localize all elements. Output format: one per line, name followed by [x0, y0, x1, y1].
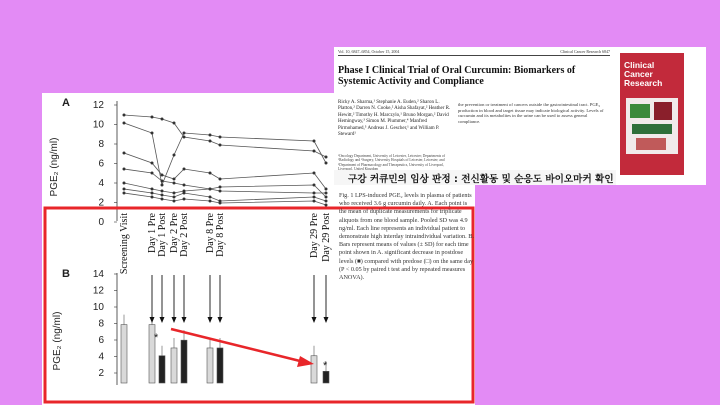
panel-a-patient-lines: [123, 114, 328, 207]
patient-point: [219, 190, 222, 193]
paper-header-right: Clinical Cancer Research 6847: [560, 49, 610, 54]
patient-point: [209, 188, 212, 191]
journal-cover-title: Clinical Cancer Research: [624, 60, 663, 88]
patient-point: [325, 196, 328, 199]
timepoint-label: Day 8 Post: [215, 213, 226, 257]
journal-cover: [620, 53, 684, 175]
patient-point: [161, 194, 164, 197]
timepoint-label: Day 1 Pre: [147, 213, 158, 253]
patient-line: [124, 123, 326, 185]
paper-header-rule: [338, 55, 610, 56]
patient-line: [124, 115, 326, 157]
patient-point: [183, 184, 186, 187]
patient-point: [151, 196, 154, 199]
panel-b-yticks: [93, 269, 117, 379]
timepoint-label: Day 1 Post: [157, 213, 168, 257]
timepoint-labels: [119, 212, 332, 323]
patient-point: [123, 188, 126, 191]
patient-point: [161, 198, 164, 201]
patient-point: [173, 200, 176, 203]
patient-point: [183, 168, 186, 171]
patient-point: [325, 156, 328, 159]
bar-day-2-post: [181, 340, 187, 383]
patient-point: [325, 192, 328, 195]
panel-b-ylabel: PGE₂ (ng/ml): [52, 311, 63, 371]
panel-a-ytick: 0: [98, 217, 104, 228]
paper-affiliation: ¹Oncology Department, University of Leicester, Leicester; Departments of ²Radiology and ³Surgery, University Hospitals of Leicester, Leicester; and ⁵Department of Pharmacology and Therapeutics, University of Liverpool,: [338, 154, 446, 167]
patient-point: [151, 132, 154, 135]
panel-a-ytick: 12: [92, 100, 104, 111]
bar-day-8-pre: [207, 348, 213, 383]
patient-point: [161, 190, 164, 193]
patient-line: [124, 183, 326, 193]
patient-point: [151, 192, 154, 195]
asterisk-day1: *: [154, 332, 159, 344]
panel-a-ylabel: PGE₂ (ng/ml): [49, 137, 60, 197]
asterisk-day29: *: [323, 360, 328, 372]
patient-point: [313, 184, 316, 187]
patient-point: [209, 196, 212, 199]
patient-point: [183, 192, 186, 195]
patient-point: [123, 122, 126, 125]
panel-b-ytick: 10: [92, 302, 104, 313]
timepoint-label: Day 29 Pre: [309, 213, 320, 258]
patient-point: [173, 196, 176, 199]
patient-point: [123, 168, 126, 171]
patient-point: [313, 200, 316, 203]
timepoint-label: Day 29 Post: [321, 213, 332, 262]
timepoint-label: Screening Visit: [119, 213, 130, 275]
timepoint-arrowhead: [324, 317, 329, 323]
patient-line: [124, 193, 326, 205]
paper-card: [334, 47, 706, 185]
patient-point: [161, 174, 164, 177]
patient-point: [313, 196, 316, 199]
panel-a-ytick: 2: [98, 197, 104, 209]
patient-point: [325, 188, 328, 191]
timepoint-label: Day 2 Pre: [169, 213, 180, 253]
bar-day-29-post: [323, 371, 329, 383]
patient-point: [313, 172, 316, 175]
timepoint-arrowhead: [218, 317, 223, 323]
panel-a-ytick: 8: [98, 139, 104, 150]
patient-point: [219, 186, 222, 189]
timepoint-label: Day 8 Pre: [205, 213, 216, 253]
panel-b-ytick: 14: [92, 269, 104, 280]
panel-a-ytick: 10: [92, 119, 104, 131]
patient-point: [173, 178, 176, 181]
patient-point: [313, 140, 316, 143]
patient-point: [151, 116, 154, 119]
patient-point: [173, 182, 176, 185]
patient-point: [183, 132, 186, 135]
korean-caption: 구강 커큐민의 임상 판정 : 전신활동 및 순응도 바이오마커 확인: [348, 174, 614, 185]
patient-point: [209, 140, 212, 143]
patient-point: [209, 200, 212, 203]
bar-day-29-pre: [311, 356, 317, 383]
bar-day-2-pre: [171, 348, 177, 383]
patient-point: [325, 200, 328, 203]
figure-legend: Fig. 1 LPS-induced PGE₂ levels in plasma of patients who received 3.6 g curcumin daily. A. Each point is the mean of duplicate measurements for triplicate aliquots from one blood sample. Pooled SD was 4.9 ng/ml. Each line represents an individual patient to demonstrate high interday intraindividual variation. B. Bars represent means of values (± SD) for each time point shown in A. significant decrease in postdose levels (■) compared with predose (□) on the same day (P < 0.05 by paired t test and by repeated measures ANOVA).: [339, 192, 474, 282]
timepoint-arrowhead: [208, 317, 213, 323]
patient-point: [313, 192, 316, 195]
paper-abstract-snippet: the prevention or treatment of cancers outside the gastrointestinal tract. PGE₂ production in blood and target tissue may indicate biological activity. Levels of curcumin and its metabolites in the urine can be used to assess general compliance.: [458, 102, 604, 124]
paper-header: [338, 49, 610, 54]
patient-point: [161, 184, 164, 187]
timepoint-arrowhead: [172, 317, 177, 323]
panel-a-label: A: [62, 97, 70, 109]
panel-b-label: B: [62, 268, 70, 280]
patient-point: [123, 182, 126, 185]
timepoint-label: Day 2 Post: [179, 213, 190, 257]
patient-line: [124, 153, 326, 189]
panel-a-ytick: 4: [98, 178, 104, 189]
panel-b-ytick: 2: [98, 368, 104, 379]
patient-point: [173, 192, 176, 195]
korean-caption-bar: [334, 170, 616, 185]
patient-point: [183, 198, 186, 201]
panel-b-bars: [121, 315, 329, 383]
timepoint-arrowhead: [312, 317, 317, 323]
timepoint-arrowhead: [150, 317, 155, 323]
timepoint-arrowhead: [160, 317, 165, 323]
panel-b-ytick: 8: [98, 318, 104, 330]
panel-b-ytick: 4: [98, 351, 104, 363]
patient-point: [219, 202, 222, 205]
patient-point: [173, 154, 176, 157]
patient-point: [123, 114, 126, 117]
patient-point: [325, 162, 328, 165]
panel-b-ytick: 12: [92, 285, 104, 297]
patient-point: [161, 180, 164, 183]
bar-day-8-post: [217, 348, 223, 383]
patient-point: [209, 134, 212, 137]
patient-point: [123, 152, 126, 155]
paper-authors: Ricky A. Sharma,¹ Stephanie A. Euden,² Sharon L. Platton,² Darren N. Cooke,² Aisha Shafayat,² Heather R. Hewitt,² Timothy H. Marczylo,¹ Bruno Morgan,² David Hemingway,³ Simon M. Plummer,⁴ Manfred Pirmohamed,⁵ Andreas J. Gescher,¹ and William P. Steward¹: [338, 100, 451, 138]
patient-point: [151, 188, 154, 191]
patient-point: [173, 122, 176, 125]
patient-point: [151, 162, 154, 165]
patient-point: [161, 118, 164, 121]
timepoint-arrowhead: [182, 317, 187, 323]
patient-point: [325, 204, 328, 207]
patient-point: [313, 150, 316, 153]
paper-header-left: Vol. 10, 6847–6854, October 15, 2004: [338, 49, 400, 54]
patient-point: [219, 144, 222, 147]
paper-title: Phase I Clinical Trial of Oral Curcumin: Biomarkers of Systemic Activity and Compliance: [338, 65, 576, 87]
patient-point: [151, 172, 154, 175]
patient-point: [219, 136, 222, 139]
patient-point: [209, 172, 212, 175]
trend-arrow-line: [171, 329, 304, 362]
panel-b-ytick: 6: [98, 335, 104, 346]
bar-screening-visit: [121, 325, 127, 383]
patient-point: [123, 192, 126, 195]
journal-cover-image: [626, 98, 678, 154]
panel-a-ytick: 6: [98, 158, 104, 170]
bar-day-1-post: [159, 356, 165, 383]
patient-point: [219, 178, 222, 181]
